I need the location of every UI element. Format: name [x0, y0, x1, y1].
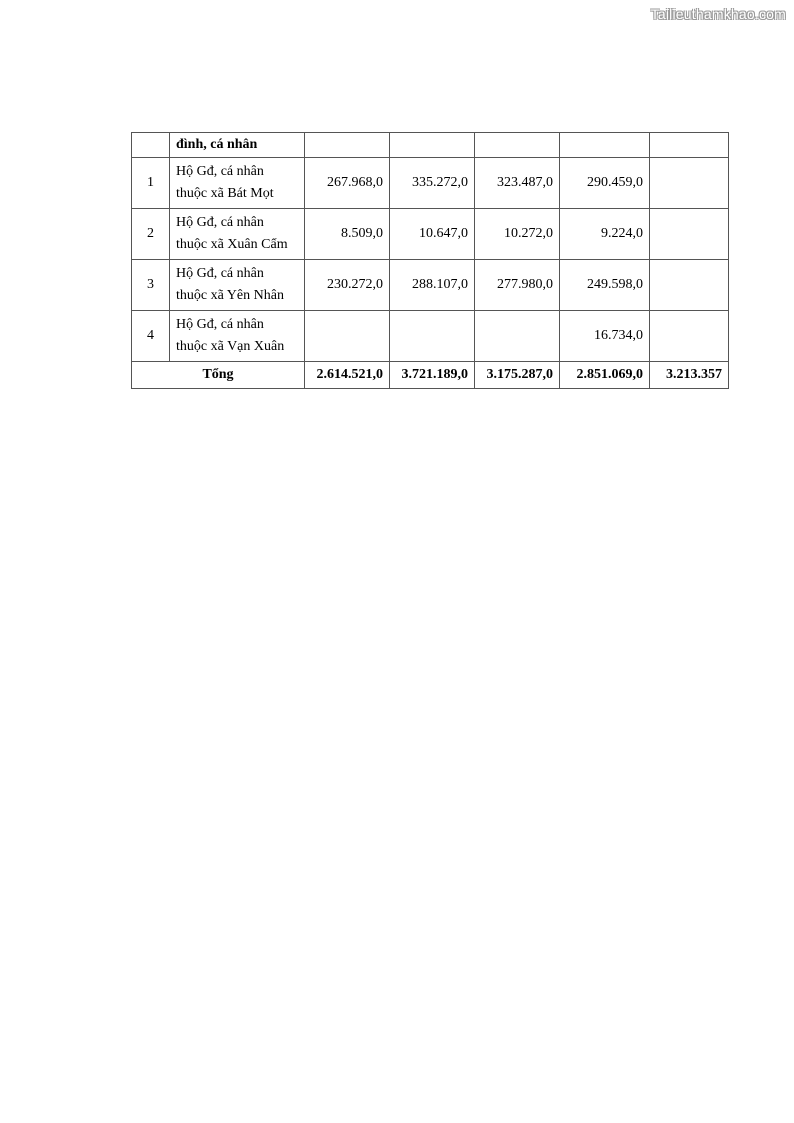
total-value-cell: 3.213.357: [650, 362, 729, 389]
total-value-cell: 2.614.521,0: [305, 362, 390, 389]
value-cell: 230.272,0: [305, 260, 390, 311]
table-row-continued-header: [132, 133, 729, 158]
name-line-1: Hộ Gđ, cá nhân: [176, 266, 264, 281]
data-table: [131, 132, 729, 389]
total-label: Tổng: [132, 362, 305, 389]
stt-cell: 1: [132, 158, 170, 209]
total-value-cell: 3.175.287,0: [475, 362, 560, 389]
table-total-row: [132, 362, 729, 389]
value-cell: [475, 133, 560, 158]
value-cell: [305, 311, 390, 362]
table-row: [132, 311, 729, 362]
name-cell: [170, 209, 305, 260]
value-cell: 267.968,0: [305, 158, 390, 209]
value-cell: [390, 133, 475, 158]
value-cell: [650, 311, 729, 362]
value-cell: 288.107,0: [390, 260, 475, 311]
name-line-1: Hộ Gđ, cá nhân: [176, 215, 264, 230]
name-line-1: Hộ Gđ, cá nhân: [176, 164, 264, 179]
value-cell: [650, 158, 729, 209]
value-cell: 290.459,0: [560, 158, 650, 209]
table-row: [132, 209, 729, 260]
value-cell: [650, 209, 729, 260]
stt-cell: 2: [132, 209, 170, 260]
value-cell: 10.272,0: [475, 209, 560, 260]
value-cell: [475, 311, 560, 362]
name-line-2: thuộc xã Bát Mọt: [176, 186, 274, 201]
name-line-2: thuộc xã Xuân Cẩm: [176, 237, 288, 252]
value-cell: [560, 133, 650, 158]
value-cell: [305, 133, 390, 158]
name-cell: [170, 260, 305, 311]
value-cell: 16.734,0: [560, 311, 650, 362]
name-cell: [170, 311, 305, 362]
name-cell: đình, cá nhân: [170, 133, 305, 158]
value-cell: 277.980,0: [475, 260, 560, 311]
table-row: [132, 158, 729, 209]
table-row: [132, 260, 729, 311]
stt-cell: 4: [132, 311, 170, 362]
name-line-1: Hộ Gđ, cá nhân: [176, 317, 264, 332]
value-cell: 9.224,0: [560, 209, 650, 260]
value-cell: 10.647,0: [390, 209, 475, 260]
value-cell: [650, 133, 729, 158]
watermark-text: Tailieuthamkhao.com: [650, 6, 786, 22]
stt-cell: [132, 133, 170, 158]
name-line-2: thuộc xã Vạn Xuân: [176, 339, 285, 354]
total-value-cell: 2.851.069,0: [560, 362, 650, 389]
value-cell: 335.272,0: [390, 158, 475, 209]
name-line-2: thuộc xã Yên Nhân: [176, 288, 284, 303]
name-cell: [170, 158, 305, 209]
stt-cell: 3: [132, 260, 170, 311]
value-cell: [650, 260, 729, 311]
value-cell: 249.598,0: [560, 260, 650, 311]
total-value-cell: 3.721.189,0: [390, 362, 475, 389]
value-cell: 323.487,0: [475, 158, 560, 209]
value-cell: 8.509,0: [305, 209, 390, 260]
value-cell: [390, 311, 475, 362]
